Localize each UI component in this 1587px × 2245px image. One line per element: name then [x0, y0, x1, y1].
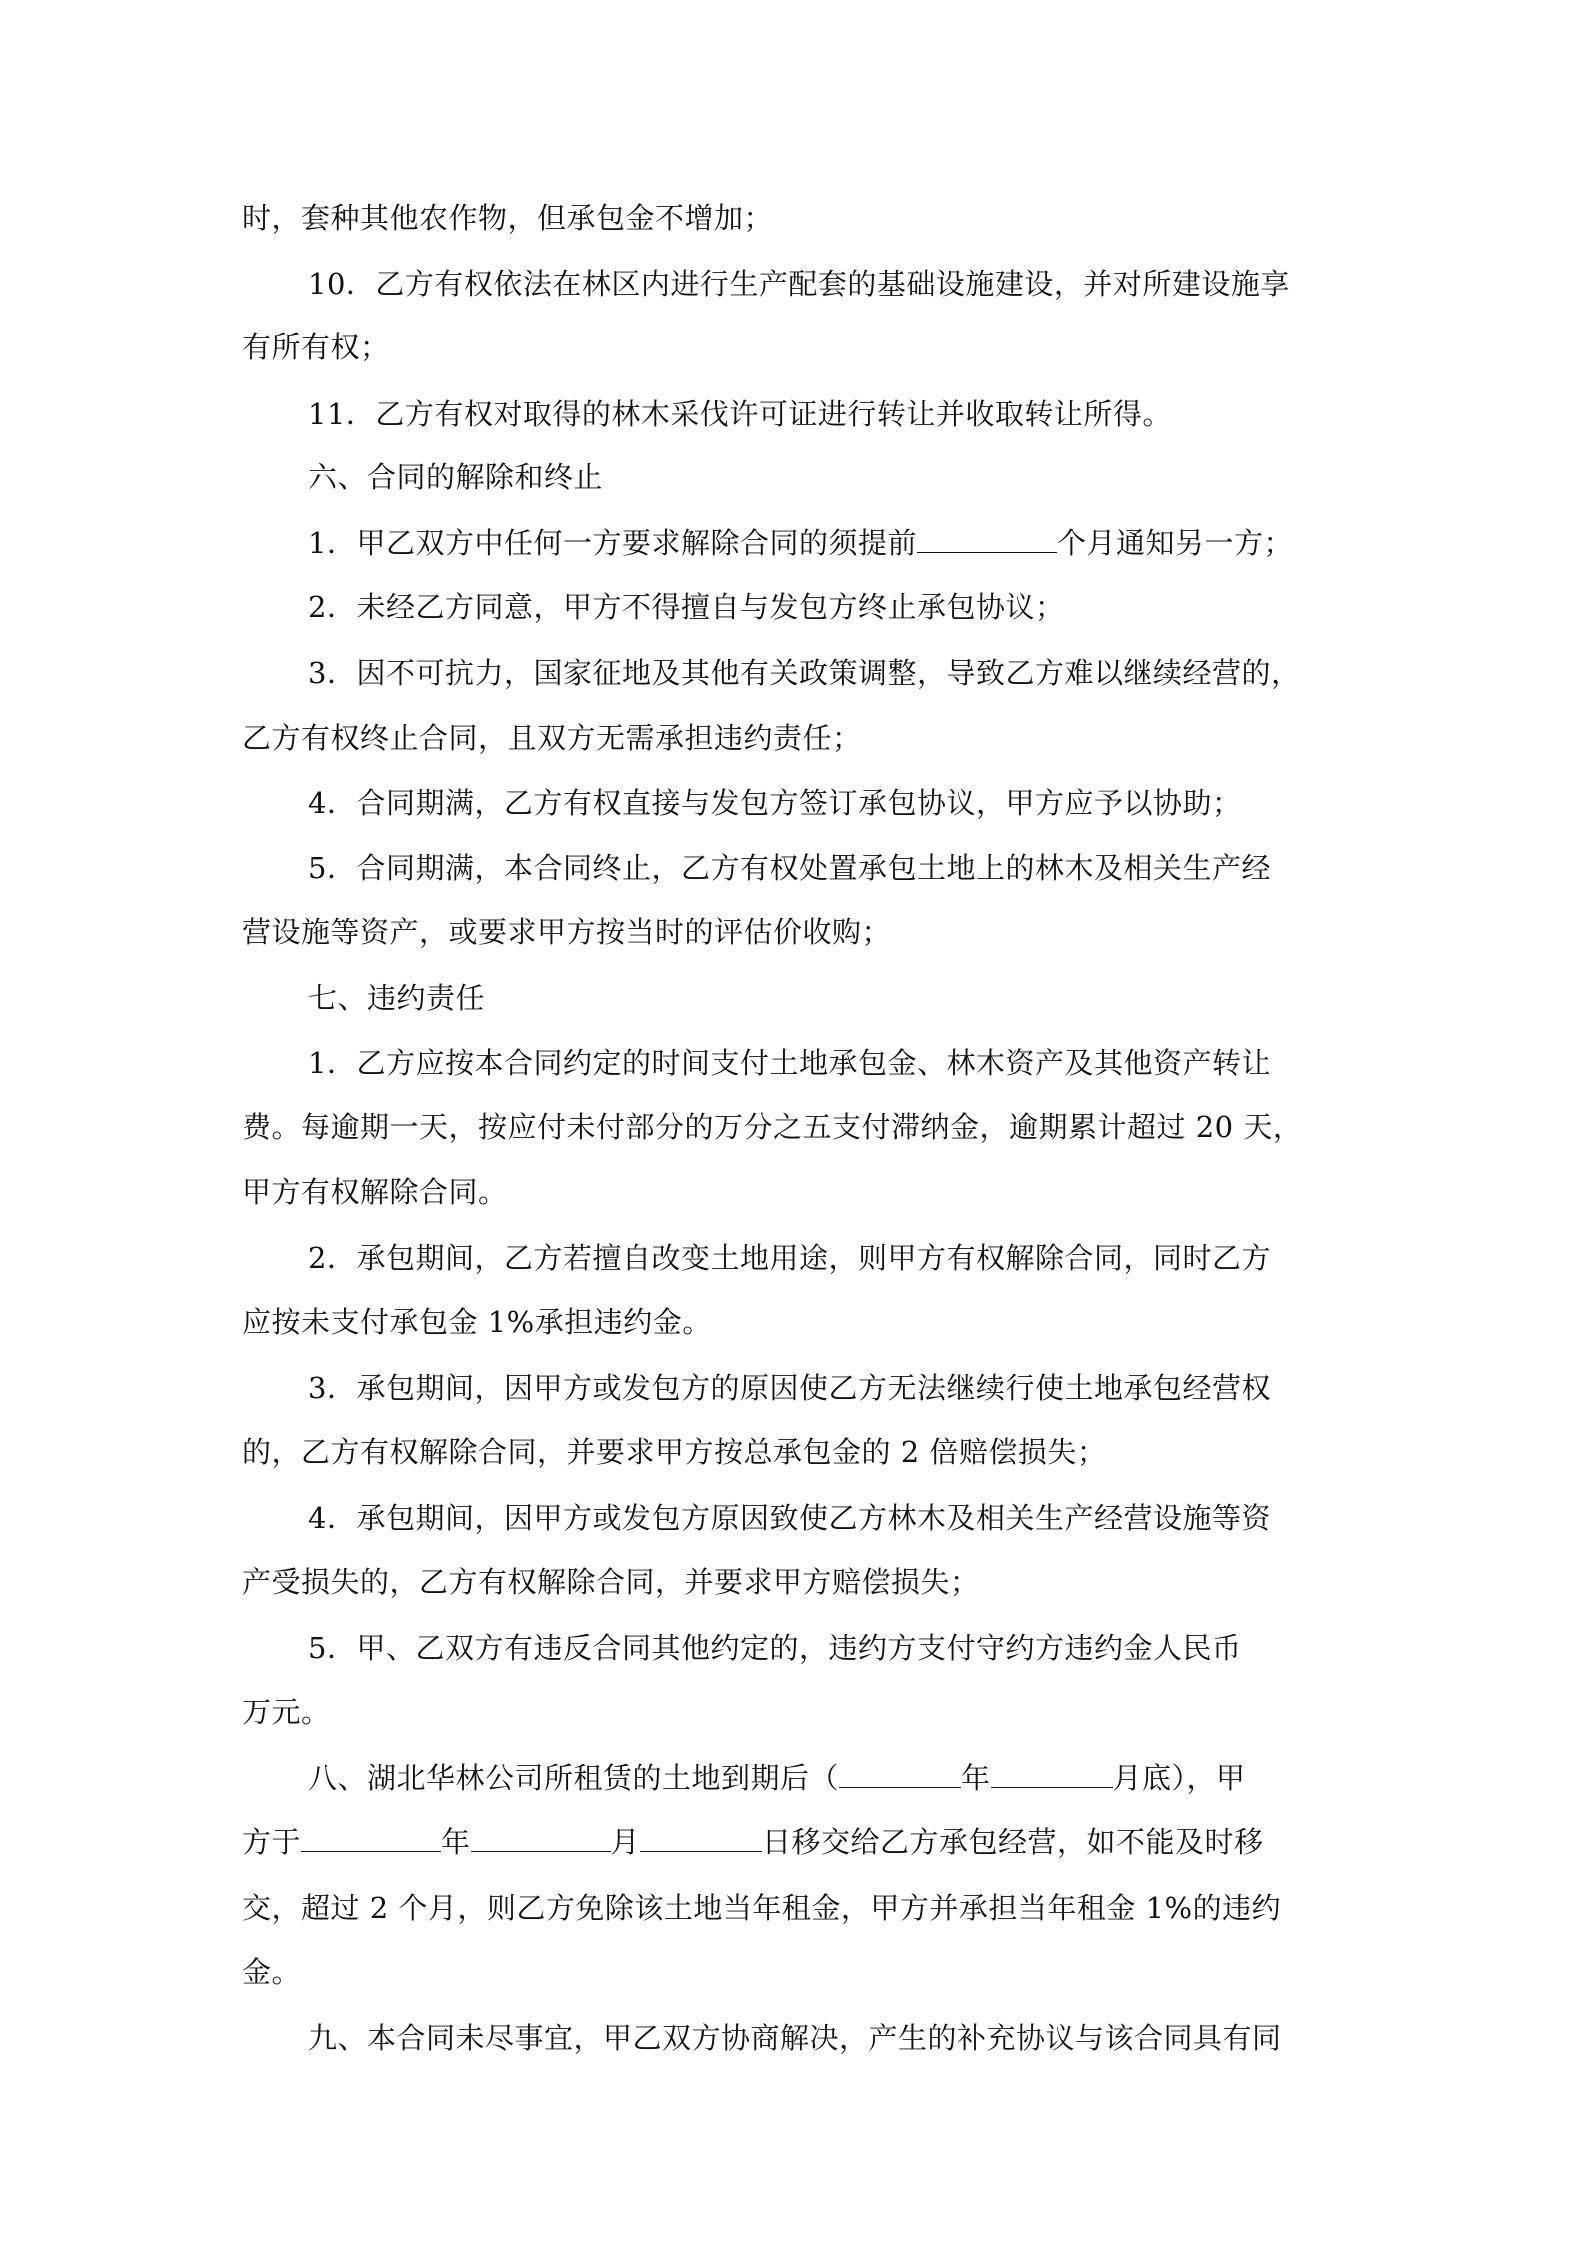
text-segment: 年	[441, 1825, 471, 1859]
fill-blank	[301, 1821, 441, 1852]
text-segment: 日移交给乙方承包经营，如不能及时移	[762, 1825, 1264, 1859]
text-line: 5．合同期满，本合同终止，乙方有权处置承包土地上的林木及相关生产经	[308, 851, 1271, 885]
text-line: 5．甲、乙双方有违反合同其他约定的，违约方支付守约方违约金人民币	[308, 1631, 1242, 1665]
text-line: 时，套种其他农作物，但承包金不增加；	[242, 201, 774, 235]
fill-blank	[640, 1821, 762, 1852]
fill-blank	[991, 1757, 1113, 1788]
text-line: 有所有权；	[242, 330, 390, 364]
text-line: 费。每逾期一天，按应付未付部分的万分之五支付滞纳金，逾期累计超过 20 天，	[242, 1110, 1303, 1144]
text-line	[242, 1820, 1264, 1864]
fill-blank	[917, 522, 1057, 553]
text-line: 的，乙方有权解除合同，并要求甲方按总承包金的 2 倍赔偿损失；	[242, 1435, 1107, 1469]
text-segment: 八、湖北华林公司所租赁的土地到期后（	[308, 1761, 840, 1795]
text-line: 4．承包期间，因甲方或发包方原因致使乙方林木及相关生产经营设施等资	[308, 1501, 1271, 1535]
text-line: 万元。	[242, 1695, 331, 1729]
text-segment: 个月通知另一方；	[1056, 526, 1293, 560]
text-segment: 1．甲乙双方中任何一方要求解除合同的须提前	[308, 526, 917, 560]
text-line: 3．承包期间，因甲方或发包方的原因使乙方无法继续行使土地承包经营权	[308, 1371, 1271, 1405]
text-line: 营设施等资产，或要求甲方按当时的评估价收购；	[242, 915, 892, 949]
text-line	[308, 1756, 1246, 1800]
text-line	[308, 521, 1293, 565]
text-segment: 年	[961, 1761, 991, 1795]
text-segment: 月底），甲	[1112, 1761, 1246, 1795]
text-line: 11．乙方有权对取得的林木采伐许可证进行转让并收取转让所得。	[308, 397, 1172, 431]
text-line: 2．未经乙方同意，甲方不得擅自与发包方终止承包协议；	[308, 590, 1065, 624]
section-heading: 六、合同的解除和终止	[308, 460, 604, 494]
text-line: 金。	[242, 1955, 302, 1989]
text-line: 1．乙方应按本合同约定的时间支付土地承包金、林木资产及其他资产转让	[308, 1046, 1271, 1080]
text-line: 产受损失的，乙方有权解除合同，并要求甲方赔偿损失；	[242, 1565, 980, 1599]
text-line: 甲方有权解除合同。	[242, 1175, 508, 1209]
text-line: 交，超过 2 个月，则乙方免除该土地当年租金，甲方并承担当年租金 1%的违约	[242, 1891, 1282, 1925]
text-line: 九、本合同未尽事宜，甲乙双方协商解决，产生的补充协议与该合同具有同	[308, 2021, 1282, 2055]
fill-blank	[839, 1757, 961, 1788]
text-line: 3．因不可抗力，国家征地及其他有关政策调整，导致乙方难以继续经营的，	[308, 656, 1301, 690]
text-line: 10．乙方有权依法在林区内进行生产配套的基础设施建设，并对所建设施享	[308, 267, 1290, 301]
text-line: 乙方有权终止合同，且双方无需承担违约责任；	[242, 721, 862, 755]
text-line: 应按未支付承包金 1%承担违约金。	[242, 1305, 712, 1339]
text-line: 4．合同期满，乙方有权直接与发包方签订承包协议，甲方应予以协助；	[308, 786, 1242, 820]
text-line: 2．承包期间，乙方若擅自改变土地用途，则甲方有权解除合同，同时乙方	[308, 1241, 1271, 1275]
section-heading: 七、违约责任	[308, 981, 486, 1015]
text-segment: 月	[610, 1825, 641, 1859]
fill-blank	[471, 1821, 611, 1852]
text-segment: 方于	[242, 1825, 302, 1859]
